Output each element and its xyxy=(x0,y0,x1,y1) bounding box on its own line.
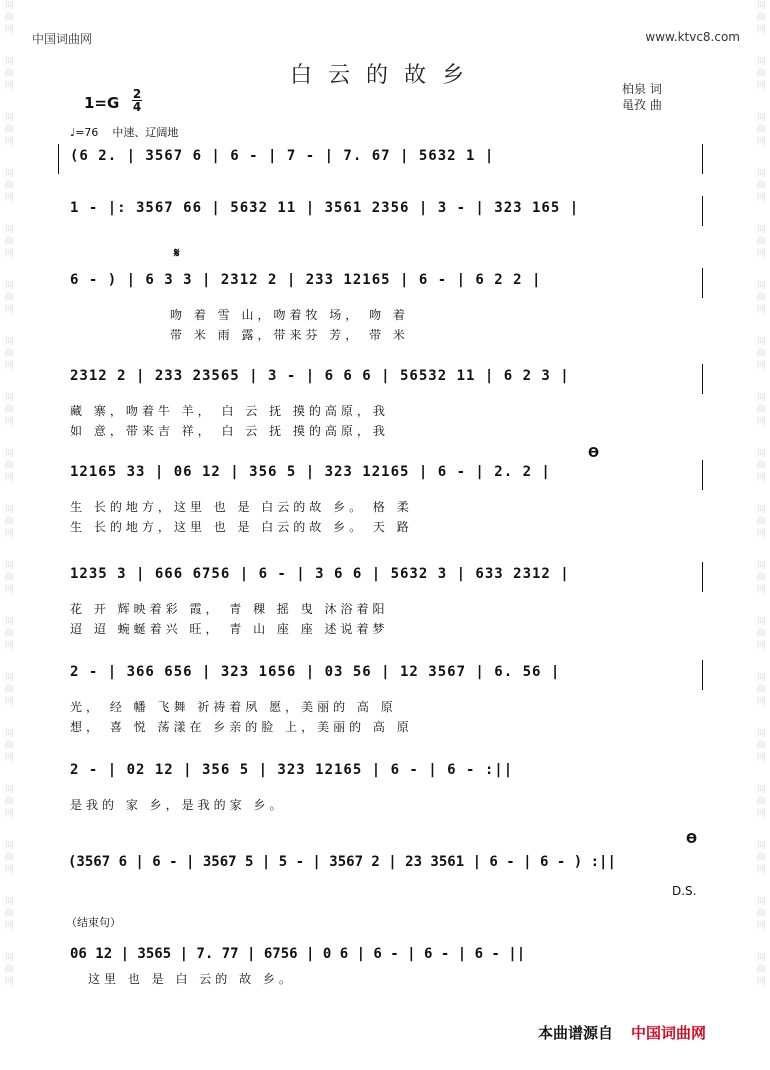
notation-line: 06 12 | 3565 | 7. 77 | 6756 | 0 6 | 6 - | 6 - | 6 - || xyxy=(70,946,526,962)
lyric-verse-2: 带 米 雨 露，带来芬 芳， 带 米 xyxy=(170,328,409,342)
composer-credit: 黾孜 曲 xyxy=(622,98,662,112)
lyric-ending: 这里 也 是 白 云的 故 乡。 xyxy=(88,972,295,986)
lyric-verse-1: 花 开 辉映着彩 霞， 青 稞 摇 曳 沐浴着阳 xyxy=(70,602,389,616)
lyric-verse-1: 生 长的地方，这里 也 是 白云的故 乡。 格 柔 xyxy=(70,500,413,514)
ending-label: （结束句） xyxy=(66,916,121,929)
lyricist-credit: 柏泉 词 xyxy=(622,82,662,96)
lyric-verse-1: 藏 寨，吻着牛 羊， 白 云 抚 摸的高原，我 xyxy=(70,404,389,418)
song-title: 白云的故乡 xyxy=(289,63,480,88)
source-label: 本曲谱源自 xyxy=(538,1024,614,1042)
source-credit xyxy=(538,1022,706,1043)
site-url-link[interactable]: www.ktvc8.com xyxy=(645,30,740,44)
lyric-verse-2: 生 长的地方，这里 也 是 白云的故 乡。 天 路 xyxy=(70,520,413,534)
notation-line: 2 - | 02 12 | 356 5 | 323 12165 | 6 - | 6 - :|| xyxy=(70,762,514,778)
time-signature: 2 4 xyxy=(132,87,142,114)
left-watermark-strip: 词曲网 词曲网 词曲网 词曲网 词曲网 词曲网 词曲网 词曲网 词曲网 词曲网 词曲网 词曲网 词曲网 词曲网 词曲网 词曲网 词曲网 词曲网 xyxy=(4,1,14,987)
lyric-verse-2: 想， 喜 悦 荡漾在 乡亲的脸 上，美丽的 高 原 xyxy=(70,720,413,734)
notation-line: 2312 2 | 233 23565 | 3 - | 6 6 6 | 56532 11 | 6 2 3 | xyxy=(70,368,570,384)
key-signature: 1=G xyxy=(84,94,120,112)
notation-line: 6 - ) | 6 3 3 | 2312 2 | 233 12165 | 6 - | 6 2 2 | xyxy=(70,272,542,288)
notation-line: 1235 3 | 666 6756 | 6 - | 3 6 6 | 5632 3 | 633 2312 | xyxy=(70,566,570,582)
notation-line: (6 2. | 3567 6 | 6 - | 7 - | 7. 67 | 5632 1 | xyxy=(70,148,495,164)
coda-sign: ϴ xyxy=(686,832,698,847)
tempo-marking: ♩=76 中速、辽阔地 xyxy=(70,126,179,139)
site-name-link[interactable]: 中国词曲网 xyxy=(32,32,93,46)
notation-line: 12165 33 | 06 12 | 356 5 | 323 12165 | 6 - | 2. 2 | xyxy=(70,464,551,480)
coda-sign: ϴ xyxy=(588,446,600,461)
lyric-verse-2: 迢 迢 蜿蜒着兴 旺， 青 山 座 座 述说着梦 xyxy=(70,622,389,636)
dal-segno-marking: D.S. xyxy=(672,884,697,898)
notation-line: 1 - |: 3567 66 | 5632 11 | 3561 2356 | 3 - | 323 165 | xyxy=(70,200,580,216)
lyric-verse-1: 光， 经 幡 飞舞 祈祷着夙 愿，美丽的 高 原 xyxy=(70,700,397,714)
right-watermark-strip: 词曲网 词曲网 词曲网 词曲网 词曲网 词曲网 词曲网 词曲网 词曲网 词曲网 词曲网 词曲网 词曲网 词曲网 词曲网 词曲网 词曲网 词曲网 xyxy=(756,1,766,987)
lyric-verse-1: 是我的 家 乡，是我的家 乡。 xyxy=(70,798,286,812)
lyric-verse-1: 吻 着 雪 山，吻着牧 场， 吻 着 xyxy=(170,308,409,322)
notation-line: 2 - | 366 656 | 323 1656 | 03 56 | 12 3567 | 6. 56 | xyxy=(70,664,561,680)
source-site-link[interactable]: 中国词曲网 xyxy=(631,1024,707,1042)
lyric-verse-2: 如 意，带来吉 祥， 白 云 抚 摸的高原，我 xyxy=(70,424,389,438)
notation-line: (3567 6 | 6 - | 3567 5 | 5 - | 3567 2 | 23 3561 | 6 - | 6 - ) :|| xyxy=(68,854,616,870)
segno-sign: 𝄋 xyxy=(174,246,180,261)
